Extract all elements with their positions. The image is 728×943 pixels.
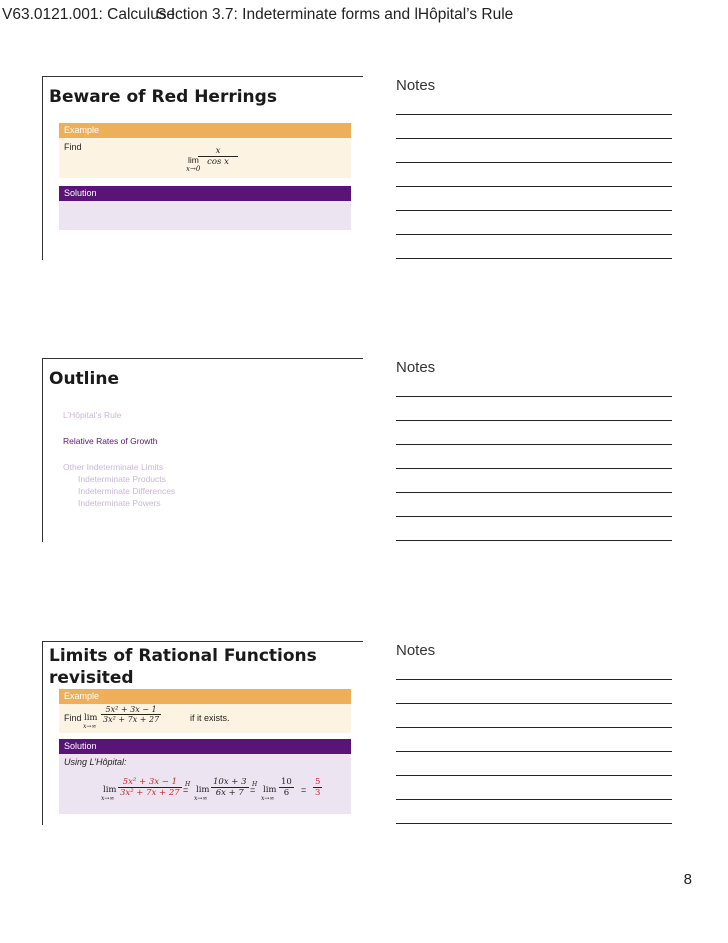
notes-line xyxy=(396,396,672,397)
notes-line xyxy=(396,420,672,421)
find-suffix: if it exists. xyxy=(190,713,230,723)
lim-label: lim xyxy=(84,713,98,723)
slide-title: Limits of Rational Functions revisited xyxy=(49,646,317,688)
equals-sign: = xyxy=(301,785,307,795)
lim-subscript: x→∞ xyxy=(261,795,275,802)
lim-label: lim xyxy=(263,785,277,795)
section-title: Section 3.7: Indeterminate forms and lHôpital’s Rule xyxy=(156,6,514,23)
notes-line xyxy=(396,468,672,469)
notes-line xyxy=(396,751,672,752)
denominator: 3x² + 7x + 27 xyxy=(103,715,160,724)
solution-body xyxy=(59,201,351,230)
limit-fraction xyxy=(198,146,238,167)
numerator: 10 xyxy=(281,777,292,787)
denominator: 3 xyxy=(315,788,321,798)
notes-line xyxy=(396,823,672,824)
notes-line xyxy=(396,679,672,680)
numerator: 5x² + 3x − 1 xyxy=(101,705,161,715)
slide-outline xyxy=(42,358,363,542)
lim-label: lim xyxy=(188,155,199,165)
denominator: 3x² + 7x + 27 xyxy=(120,788,180,798)
solution-header: Solution xyxy=(59,739,351,754)
notes-label: Notes xyxy=(396,359,436,376)
page-number: 8 xyxy=(683,871,692,888)
notes-line xyxy=(396,727,672,728)
find-label: Find xyxy=(64,713,82,723)
lim-label: lim xyxy=(103,785,117,795)
notes-line xyxy=(396,540,672,541)
numerator: 10x + 3 xyxy=(213,777,247,787)
denominator: 6 xyxy=(283,788,290,798)
outline-subitem: Indeterminate Powers xyxy=(78,498,161,508)
notes-line xyxy=(396,258,672,259)
outline-item: Other Indeterminate Limits xyxy=(63,462,164,472)
notes-line xyxy=(396,516,672,517)
notes-line xyxy=(396,799,672,800)
slide-title: Beware of Red Herrings xyxy=(49,87,277,107)
slide-rational-functions xyxy=(42,641,363,825)
fraction-2 xyxy=(211,777,249,798)
denominator: cos x xyxy=(207,157,229,167)
denominator: 6x + 7 xyxy=(215,788,244,798)
equals-sign: = xyxy=(250,785,256,795)
slide-title: Outline xyxy=(49,369,119,389)
numerator: x xyxy=(198,146,238,157)
limit-fraction xyxy=(101,705,161,724)
numerator: 5 xyxy=(315,777,321,787)
notes-line xyxy=(396,234,672,235)
example-body xyxy=(59,704,351,733)
notes-line xyxy=(396,210,672,211)
solution-body xyxy=(59,754,351,814)
outline-subitem: Indeterminate Products xyxy=(78,474,166,484)
outline-item: L’Hôpital’s Rule xyxy=(63,410,122,420)
using-hopital: Using L’Hôpital: xyxy=(64,757,127,767)
solution-header: Solution xyxy=(59,186,351,201)
outline-item-current: Relative Rates of Growth xyxy=(63,436,158,446)
notes-line xyxy=(396,775,672,776)
hopital-marker: H xyxy=(252,781,258,788)
find-label: Find xyxy=(64,142,82,152)
outline-subitem: Indeterminate Differences xyxy=(78,486,176,496)
notes-line xyxy=(396,138,672,139)
lim-subscript: x→∞ xyxy=(101,795,115,802)
fraction-3 xyxy=(279,777,294,798)
lim-subscript: x→∞ xyxy=(194,795,208,802)
example-header: Example xyxy=(59,123,351,138)
notes-line xyxy=(396,186,672,187)
notes-line xyxy=(396,703,672,704)
hopital-marker: H xyxy=(185,781,191,788)
fraction-result xyxy=(313,777,322,798)
course-title: V63.0121.001: Calculus I xyxy=(2,6,176,23)
notes-line xyxy=(396,162,672,163)
fraction-1 xyxy=(118,777,182,798)
equals-sign: = xyxy=(183,785,189,795)
notes-label: Notes xyxy=(396,642,436,659)
numerator: 5x² + 3x − 1 xyxy=(118,777,182,788)
notes-label: Notes xyxy=(396,77,436,94)
notes-line xyxy=(396,114,672,115)
lim-subscript: x→0 xyxy=(186,165,201,173)
example-body xyxy=(59,138,351,178)
notes-line xyxy=(396,492,672,493)
lim-label: lim xyxy=(196,785,210,795)
lim-subscript: x→∞ xyxy=(83,723,97,730)
example-header: Example xyxy=(59,689,351,704)
slide-red-herrings xyxy=(42,76,363,260)
notes-line xyxy=(396,444,672,445)
